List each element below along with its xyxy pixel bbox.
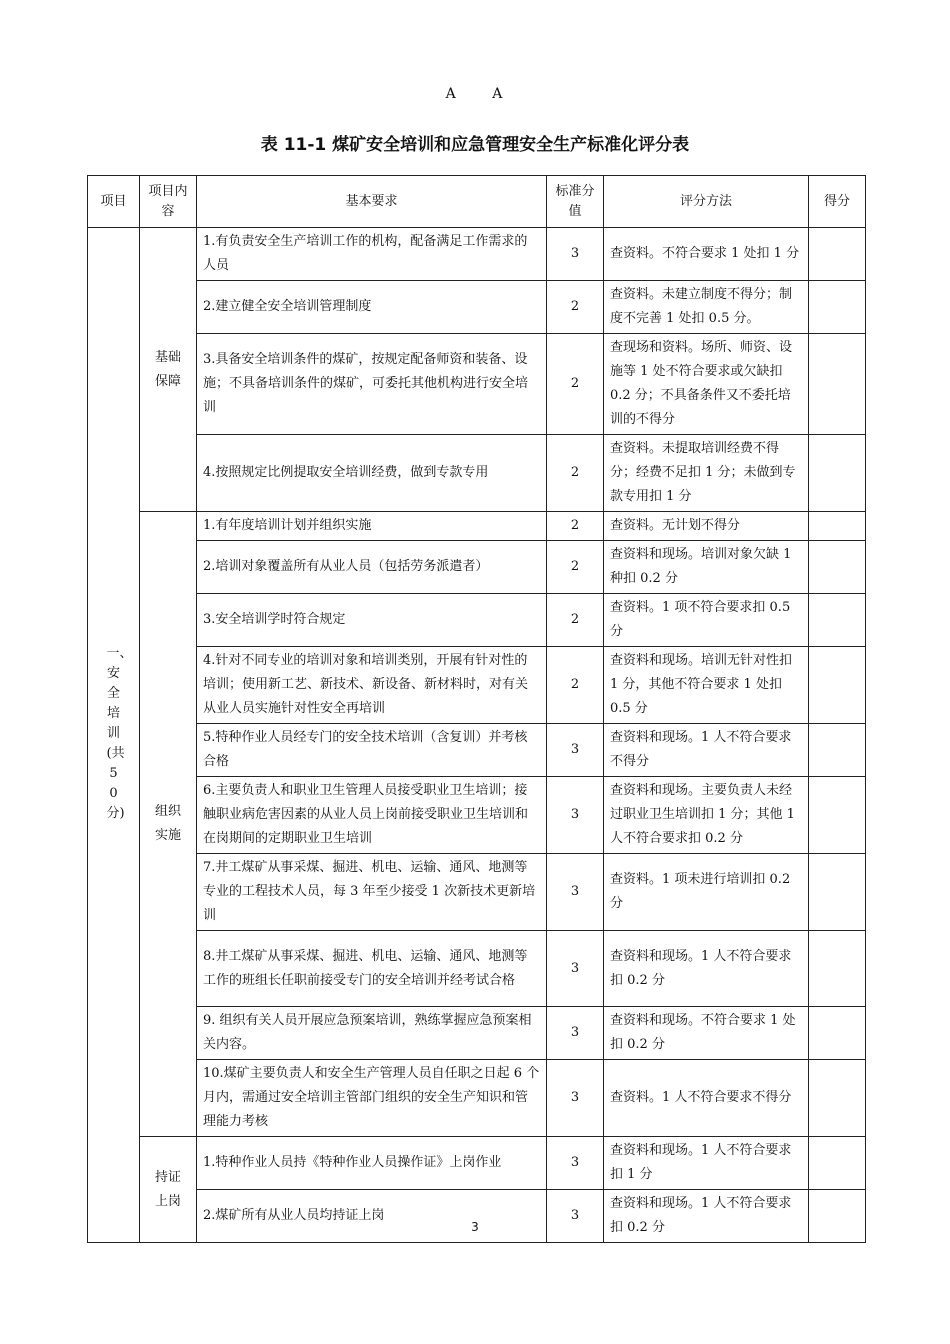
score-cell[interactable] <box>809 777 866 854</box>
group-cell <box>140 512 197 1137</box>
table-row <box>88 1007 866 1060</box>
requirement-cell: 1.有年度培训计划并组织实施 <box>197 512 547 541</box>
method-cell: 查资料。1 项不符合要求扣 0.5 分 <box>604 594 809 647</box>
points-cell: 3 <box>547 1137 604 1190</box>
requirement-cell: 9. 组织有关人员开展应急预案培训，熟练掌握应急预案相关内容。 <box>197 1007 547 1060</box>
method-cell: 查资料和现场。培训对象欠缺 1 种扣 0.2 分 <box>604 541 809 594</box>
points-cell: 3 <box>547 931 604 1007</box>
points-cell: 2 <box>547 512 604 541</box>
page-number: 3 <box>471 1220 479 1234</box>
requirement-cell: 6.主要负责人和职业卫生管理人员接受职业卫生培训；接触职业病危害因素的从业人员上岗前接受职业卫生培训和在岗期间的定期职业卫生培训 <box>197 777 547 854</box>
table-row <box>88 1190 866 1243</box>
top-marker <box>0 86 950 102</box>
header-score: 得分 <box>809 176 866 228</box>
requirement-cell: 2.培训对象覆盖所有从业人员（包括劳务派遣者） <box>197 541 547 594</box>
requirement-cell: 4.针对不同专业的培训对象和培训类别，开展有针对性的培训；使用新工艺、新技术、新设备、新材料时，对有关从业人员实施针对性安全再培训 <box>197 647 547 724</box>
method-cell: 查资料。未建立制度不得分；制度不完善 1 处扣 0.5 分。 <box>604 281 809 334</box>
method-cell: 查资料和现场。主要负责人未经过职业卫生培训扣 1 分；其他 1 人不符合要求扣 0.2 分 <box>604 777 809 854</box>
requirement-cell: 10.煤矿主要负责人和安全生产管理人员自任职之日起 6 个月内，需通过安全培训主管部门组织的安全生产知识和管理能力考核 <box>197 1060 547 1137</box>
score-cell[interactable] <box>809 1060 866 1137</box>
header-standard-points: 标准分值 <box>547 176 604 228</box>
table-row <box>88 724 866 777</box>
requirement-cell: 4.按照规定比例提取安全培训经费，做到专款专用 <box>197 435 547 512</box>
method-cell: 查资料。1 人不符合要求不得分 <box>604 1060 809 1137</box>
score-cell[interactable] <box>809 512 866 541</box>
method-cell: 查资料。未提取培训经费不得分；经费不足扣 1 分；未做到专款专用扣 1 分 <box>604 435 809 512</box>
points-cell: 3 <box>547 777 604 854</box>
score-cell[interactable] <box>809 228 866 281</box>
category-cell <box>88 228 140 1243</box>
table-row <box>88 512 866 541</box>
score-cell[interactable] <box>809 541 866 594</box>
table-row <box>88 854 866 931</box>
points-cell: 3 <box>547 1007 604 1060</box>
method-cell: 查资料和现场。1 人不符合要求扣 0.2 分 <box>604 931 809 1007</box>
points-cell: 2 <box>547 541 604 594</box>
method-cell: 查现场和资料。场所、师资、设施等 1 处不符合要求或欠缺扣 0.2 分；不具备条件又不委托培训的不得分 <box>604 334 809 435</box>
header-content: 项目内容 <box>140 176 197 228</box>
header-method: 评分方法 <box>604 176 809 228</box>
requirement-cell: 7.井工煤矿从事采煤、掘进、机电、运输、通风、地测等专业的工程技术人员，每 3 年至少接受 1 次新技术更新培训 <box>197 854 547 931</box>
header-item: 项目 <box>88 176 140 228</box>
points-cell: 3 <box>547 1190 604 1243</box>
table-row <box>88 1137 866 1190</box>
requirement-cell: 1.有负责安全生产培训工作的机构，配备满足工作需求的人员 <box>197 228 547 281</box>
requirement-cell: 1.特种作业人员持《特种作业人员操作证》上岗作业 <box>197 1137 547 1190</box>
top-marker-a1: A <box>445 86 458 102</box>
table-row <box>88 1060 866 1137</box>
method-cell: 查资料。1 项未进行培训扣 0.2 分 <box>604 854 809 931</box>
method-cell: 查资料。无计划不得分 <box>604 512 809 541</box>
table-row <box>88 228 866 281</box>
group-label: 持证上岗 <box>154 1169 181 1209</box>
requirement-cell: 3.安全培训学时符合规定 <box>197 594 547 647</box>
group-cell <box>140 228 197 512</box>
points-cell: 3 <box>547 854 604 931</box>
score-cell[interactable] <box>809 1190 866 1243</box>
score-cell[interactable] <box>809 435 866 512</box>
method-cell: 查资料和现场。1 人不符合要求不得分 <box>604 724 809 777</box>
scoring-table <box>87 175 866 1243</box>
header-row <box>88 176 866 228</box>
points-cell: 2 <box>547 334 604 435</box>
table-row <box>88 647 866 724</box>
table-row <box>88 435 866 512</box>
category-label: 一、安全培训(共50分) <box>106 646 133 821</box>
score-cell[interactable] <box>809 334 866 435</box>
table-row <box>88 931 866 1007</box>
points-cell: 3 <box>547 228 604 281</box>
requirement-cell: 2.煤矿所有从业人员均持证上岗 <box>197 1190 547 1243</box>
table-row <box>88 594 866 647</box>
score-cell[interactable] <box>809 931 866 1007</box>
score-cell[interactable] <box>809 281 866 334</box>
score-cell[interactable] <box>809 854 866 931</box>
table-row <box>88 541 866 594</box>
top-marker-a2: A <box>492 86 505 102</box>
points-cell: 3 <box>547 1060 604 1137</box>
method-cell: 查资料和现场。培训无针对性扣 1 分，其他不符合要求 1 处扣 0.5 分 <box>604 647 809 724</box>
group-label: 组织实施 <box>154 804 181 843</box>
score-cell[interactable] <box>809 647 866 724</box>
points-cell: 2 <box>547 281 604 334</box>
requirement-cell: 5.特种作业人员经专门的安全技术培训（含复训）并考核合格 <box>197 724 547 777</box>
points-cell: 2 <box>547 435 604 512</box>
page-title: 表 11-1 煤矿安全培训和应急管理安全生产标准化评分表 <box>260 135 690 155</box>
group-label: 基础保障 <box>154 349 181 389</box>
points-cell: 2 <box>547 647 604 724</box>
score-cell[interactable] <box>809 1137 866 1190</box>
method-cell: 查资料和现场。不符合要求 1 处扣 0.2 分 <box>604 1007 809 1060</box>
header-requirement: 基本要求 <box>197 176 547 228</box>
score-cell[interactable] <box>809 724 866 777</box>
table-row <box>88 777 866 854</box>
score-cell[interactable] <box>809 1007 866 1060</box>
method-cell: 查资料和现场。1 人不符合要求扣 1 分 <box>604 1137 809 1190</box>
requirement-cell: 2.建立健全安全培训管理制度 <box>197 281 547 334</box>
method-cell: 查资料。不符合要求 1 处扣 1 分 <box>604 228 809 281</box>
table-row <box>88 334 866 435</box>
points-cell: 2 <box>547 594 604 647</box>
points-cell: 3 <box>547 724 604 777</box>
requirement-cell: 3.具备安全培训条件的煤矿，按规定配备师资和装备、设施；不具备培训条件的煤矿，可委托其他机构进行安全培训 <box>197 334 547 435</box>
score-cell[interactable] <box>809 594 866 647</box>
requirement-cell: 8.井工煤矿从事采煤、掘进、机电、运输、通风、地测等工作的班组长任职前接受专门的安全培训并经考试合格 <box>197 931 547 1007</box>
table-row <box>88 281 866 334</box>
method-cell: 查资料和现场。1 人不符合要求扣 0.2 分 <box>604 1190 809 1243</box>
